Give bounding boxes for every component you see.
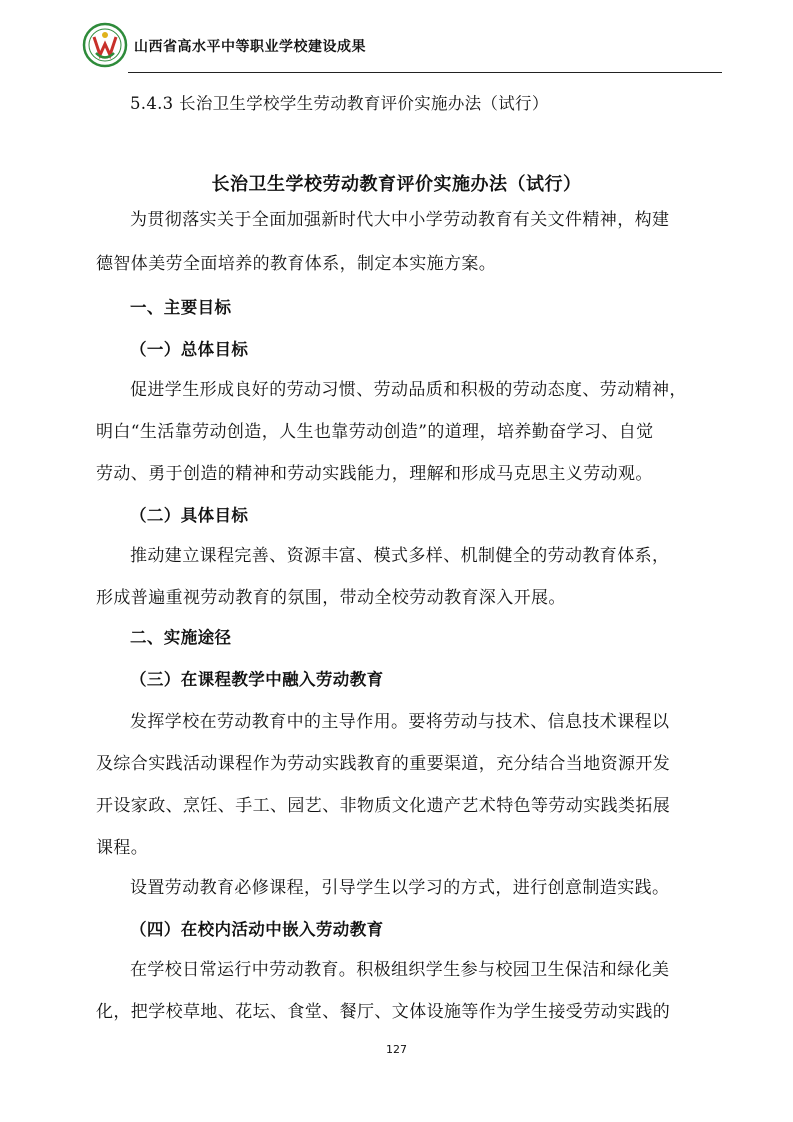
page-header (82, 22, 722, 72)
paragraph-line: 形成普遍重视劳动教育的氛围，带动全校劳动教育深入开展。 (96, 588, 566, 608)
heading-overall-goals: （一）总体目标 (130, 340, 249, 359)
paragraph-line: 推动建立课程完善、资源丰富、模式多样、机制健全的劳动教育体系， (130, 546, 670, 566)
paragraph-line: 设置劳动教育必修课程，引导学生以学习的方式，进行创意制造实践。 (130, 878, 670, 898)
paragraph-line: 劳动、勇于创造的精神和劳动实践能力，理解和形成马克思主义劳动观。 (96, 464, 653, 484)
page-number: 127 (386, 1043, 407, 1056)
heading-implementation: 二、实施途径 (130, 628, 232, 647)
paragraph-line: 为贯彻落实关于全面加强新时代大中小学劳动教育有关文件精神，构建 (130, 210, 670, 230)
paragraph-line: 课程。 (96, 838, 149, 858)
school-emblem-icon (82, 22, 128, 68)
heading-main-goals: 一、主要目标 (130, 298, 232, 317)
header-divider (128, 72, 722, 73)
section-heading: 5.4.3 长治卫生学校学生劳动教育评价实施办法（试行） (130, 94, 549, 113)
paragraph-line: 明白“生活靠劳动创造，人生也靠劳动创造”的道理，培养勤奋学习、自觉 (96, 422, 654, 442)
paragraph-line: 开设家政、烹饪、手工、园艺、非物质文化遗产艺术特色等劳动实践类拓展 (96, 796, 671, 816)
heading-campus-activities: （四）在校内活动中嵌入劳动教育 (130, 920, 384, 939)
document-title: 长治卫生学校劳动教育评价实施办法（试行） (211, 174, 582, 195)
paragraph-line: 化，把学校草地、花坛、食堂、餐厅、文体设施等作为学生接受劳动实践的 (96, 1002, 671, 1022)
paragraph-line: 德智体美劳全面培养的教育体系，制定本实施方案。 (96, 254, 497, 274)
paragraph-line: 在学校日常运行中劳动教育。积极组织学生参与校园卫生保洁和绿化美 (130, 960, 670, 980)
paragraph-line: 促进学生形成良好的劳动习惯、劳动品质和积极的劳动态度、劳动精神， (130, 380, 687, 400)
header-title: 山西省高水平中等职业学校建设成果 (134, 39, 366, 55)
paragraph-line: 及综合实践活动课程作为劳动实践教育的重要渠道，充分结合当地资源开发 (96, 754, 671, 774)
paragraph-line: 发挥学校在劳动教育中的主导作用。要将劳动与技术、信息技术课程以 (130, 712, 670, 732)
heading-specific-goals: （二）具体目标 (130, 506, 249, 525)
heading-course-teaching: （三）在课程教学中融入劳动教育 (130, 670, 384, 689)
